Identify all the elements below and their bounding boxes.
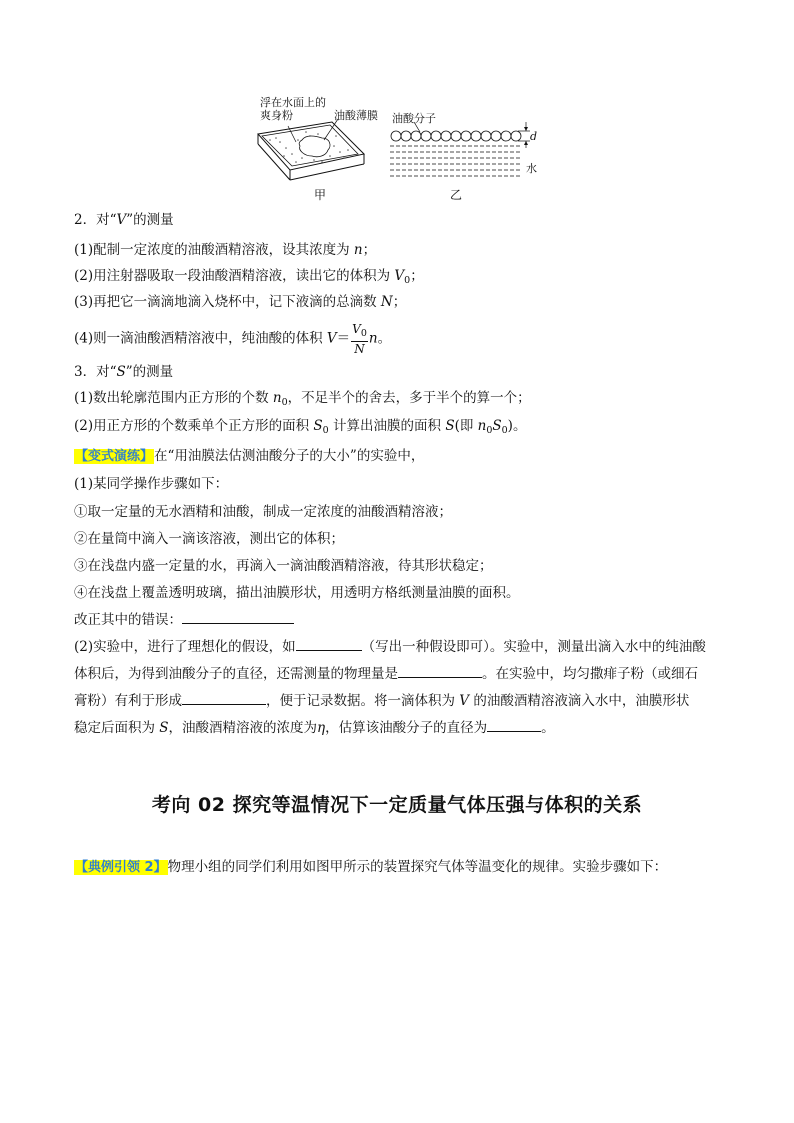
section2-step2: (2)用注射器吸取一段油酸酒精溶液，读出它的体积为 $V_0$； (74, 268, 424, 286)
practice-q2-line1: (2)实验中，进行了理想化的假设，如 （写出一种假设即可）。实验中，测量出滴入水中的纯油酸 (74, 639, 706, 655)
label-d: d (530, 130, 538, 143)
practice-q2-line2: 体积后，为得到油酸分子的直径，还需测量的物理量是 。在实验中，均匀撒痱子粉（或细石 (74, 666, 698, 682)
label-oil-molecule: 油酸分子 (392, 112, 436, 125)
answer-blank-diameter[interactable] (487, 719, 541, 732)
label-powder-line1: 浮在水面上的 (260, 96, 326, 109)
answer-blank-form[interactable] (182, 692, 266, 705)
example-intro: 【典例引领 2】物理小组的同学们利用如图甲所示的装置探究气体等温变化的规律。实验步骤如下： (75, 859, 668, 875)
answer-blank-quantity[interactable] (398, 665, 482, 678)
label-powder-line2: 爽身粉 (260, 109, 293, 122)
section2-step4: (4)则一滴油酸酒精溶液中，纯油酸的体积 V＝ $\frac{V_0}{N}$ n。 (74, 322, 392, 356)
section-title: 考向 02 探究等温情况下一定质量气体压强与体积的关系 (151, 794, 643, 816)
answer-blank-assumption[interactable] (296, 638, 362, 651)
practice-q2-line3: 膏粉）有利于形成 ，便于记录数据。将一滴体积为 V 的油酸酒精溶液滴入水中，油膜形状 (74, 693, 690, 709)
caption-jia: 甲 (314, 188, 327, 202)
practice-q2-line4: 稳定后面积为 S，油酸酒精溶液的浓度为η，估算该油酸分子的直径为 。 (74, 720, 555, 736)
practice-step2: ②在量筒中滴入一滴该溶液，测出它的体积； (74, 531, 344, 547)
section2-heading: 2．对“V”的测量 (74, 212, 174, 228)
section3-heading: 3．对“S”的测量 (74, 364, 174, 380)
practice-step1: ①取一定量的无水酒精和油酸，制成一定浓度的油酸酒精溶液； (74, 504, 452, 520)
practice-step4: ④在浅盘上覆盖透明玻璃，描出油膜形状，用透明方格纸测量油膜的面积。 (74, 585, 520, 601)
section3-step1: (1)数出轮廓范围内正方形的个数 $n_0$，不足半个的舍去，多于半个的算一个； (74, 390, 531, 408)
section2-step1: (1)配制一定浓度的油酸酒精溶液，设其浓度为 n； (74, 242, 377, 258)
practice-step3: ③在浅盘内盛一定量的水，再滴入一滴油酸酒精溶液，待其形状稳定； (74, 558, 493, 574)
section3-step2: (2)用正方形的个数乘单个正方形的面积 $S_0$ 计算出油膜的面积 S(即 $n_0S_0$)。 (74, 418, 527, 436)
volume-fraction: $\frac{V_0}{N}$ (352, 322, 367, 356)
caption-yi: 乙 (450, 188, 463, 202)
section2-step3: (3)再把它一滴滴地滴入烧杯中，记下液滴的总滴数 N； (74, 294, 407, 310)
practice-intro: 【变式演练】在“用油膜法估测油酸分子的大小”的实验中， (75, 448, 425, 464)
label-oil-film: 油酸薄膜 (334, 109, 378, 122)
example-tag: 【典例引领 2】 (75, 860, 167, 875)
answer-blank-correction[interactable] (182, 611, 294, 624)
practice-correct: 改正其中的错误： (74, 610, 294, 630)
figure-yi (390, 108, 540, 202)
practice-q1: (1)某同学操作步骤如下： (74, 476, 229, 492)
practice-tag: 【变式演练】 (75, 449, 154, 464)
figure-jia (240, 92, 380, 202)
label-water: 水 (526, 162, 537, 175)
